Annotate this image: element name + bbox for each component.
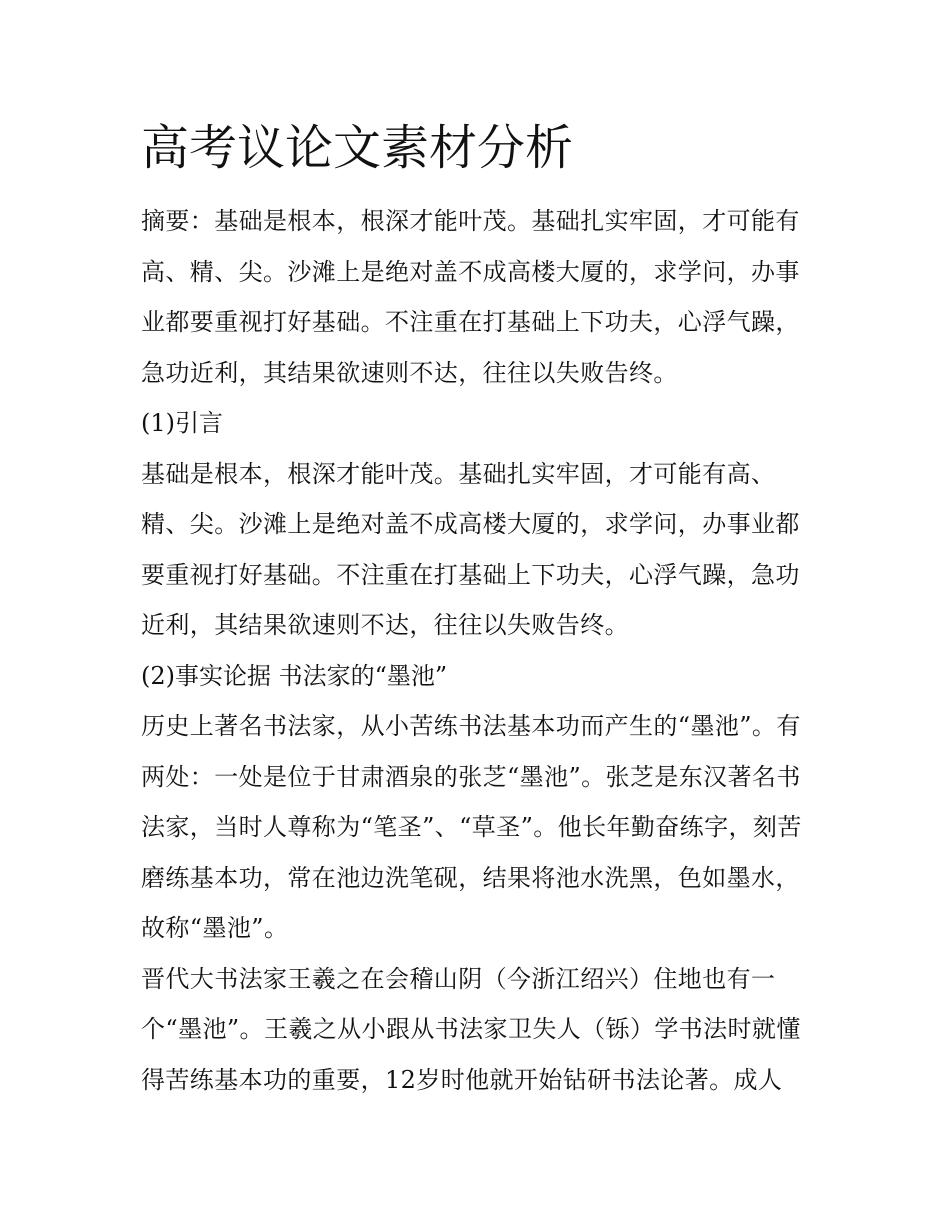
document-title: 高考议论文素材分析: [141, 120, 574, 176]
abstract-paragraph: 摘要：基础是根本，根深才能叶茂。基础扎实牢固，才可能有高、精、尖。沙滩上是绝对盖不成高楼大厦的，求学问，办事业都要重视打好基础。不注重在打基础上下功夫，心浮气躁，急功近利，其结果欲速则不达，往往以失败告终。: [141, 207, 800, 387]
section-heading-introduction: (1)引言: [141, 409, 223, 437]
evidence-paragraph-wangxizhi: 晋代大书法家王羲之在会稽山阴（今浙江绍兴）住地也有一个“墨池”。王羲之从小跟从书法家卫失人（铄）学书法时就懂得苦练基本功的重要，12岁时他就开始钻研书法论著。成人: [141, 964, 801, 1094]
introduction-paragraph: 基础是根本，根深才能叶茂。基础扎实牢固，才可能有高、精、尖。沙滩上是绝对盖不成高楼大厦的，求学问，办事业都要重视打好基础。不注重在打基础上下功夫，心浮气躁，急功近利，其结果欲速则不达，往往以失败告终。: [141, 459, 800, 639]
evidence-paragraph-zhangzhi: 历史上著名书法家，从小苦练书法基本功而产生的“墨池”。有两处：一处是位于甘肃酒泉的张芝“墨池”。张芝是东汉著名书法家，当时人尊称为“笔圣”、“草圣”。他长年勤奋练字，刻苦磨练基本功，常在池边洗笔砚，结果将池水洗黑，色如墨水，故称“墨池”。: [141, 712, 802, 942]
document-body: [141, 118, 813, 1105]
section-heading-evidence: (2)事实论据 书法家的“墨池”: [141, 661, 448, 690]
